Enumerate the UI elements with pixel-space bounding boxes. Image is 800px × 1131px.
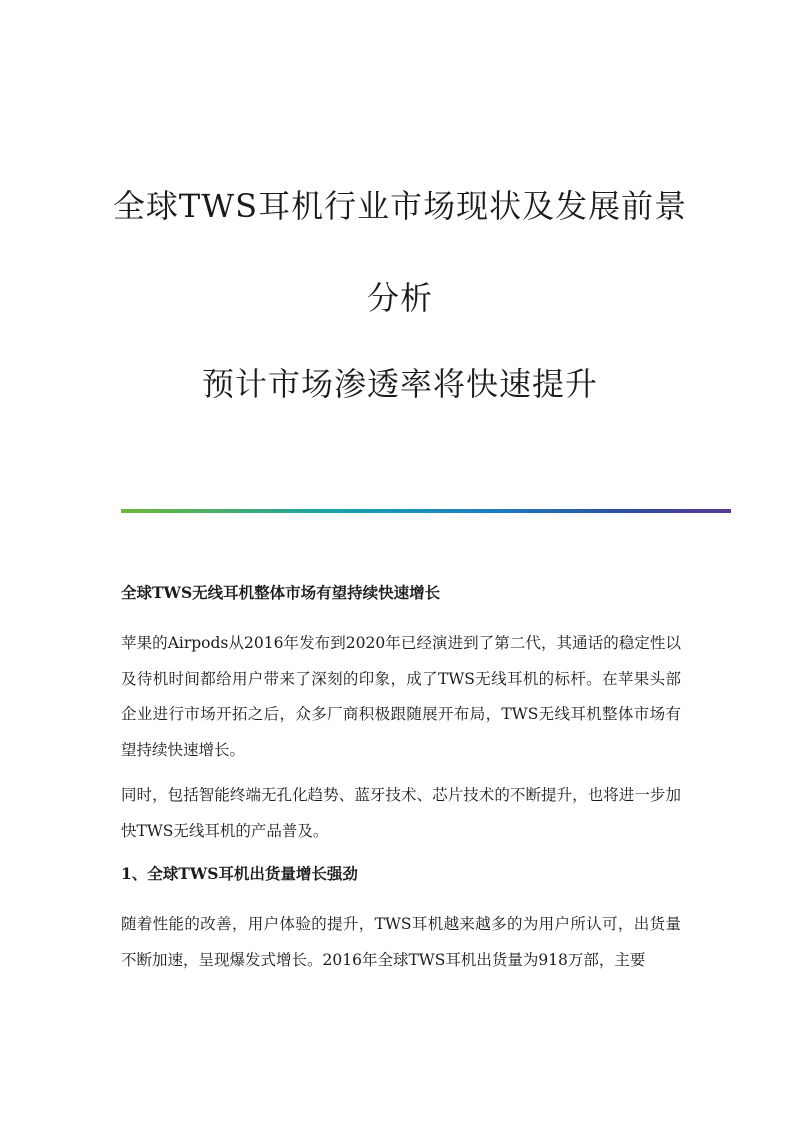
document-title-line-2: 分析 bbox=[366, 279, 433, 317]
document-title-line-1: 全球TWS耳机行业市场现状及发展前景 bbox=[112, 187, 688, 225]
section-heading: 全球TWS无线耳机整体市场有望持续快速增长 bbox=[121, 583, 441, 602]
body-paragraph: 苹果的Airpods从2016年发布到2020年已经演进到了第二代，其通话的稳定性以及待机时间都给用户带来了深刻的印象，成了TWS无线耳机的标杆。在苹果头部企业进行市场开拓之后，众多厂商积极跟随展开布局，TWS无线耳机整体市场有望持续快速增长。 bbox=[121, 634, 681, 759]
subsection-heading: 1、全球TWS耳机出货量增长强劲 bbox=[121, 864, 358, 883]
body-paragraph: 随着性能的改善，用户体验的提升，TWS耳机越来越多的为用户所认可，出货量不断加速，呈现爆发式增长。2016年全球TWS耳机出货量为918万部，主要 bbox=[121, 915, 681, 969]
document-subtitle: 预计市场渗透率将快速提升 bbox=[201, 365, 598, 403]
body-paragraph: 同时，包括智能终端无孔化趋势、蓝牙技术、芯片技术的不断提升，也将进一步加快TWS无线耳机的产品普及。 bbox=[121, 786, 681, 840]
document-body bbox=[121, 578, 681, 988]
title-block bbox=[0, 180, 800, 324]
gradient-divider bbox=[121, 509, 731, 513]
